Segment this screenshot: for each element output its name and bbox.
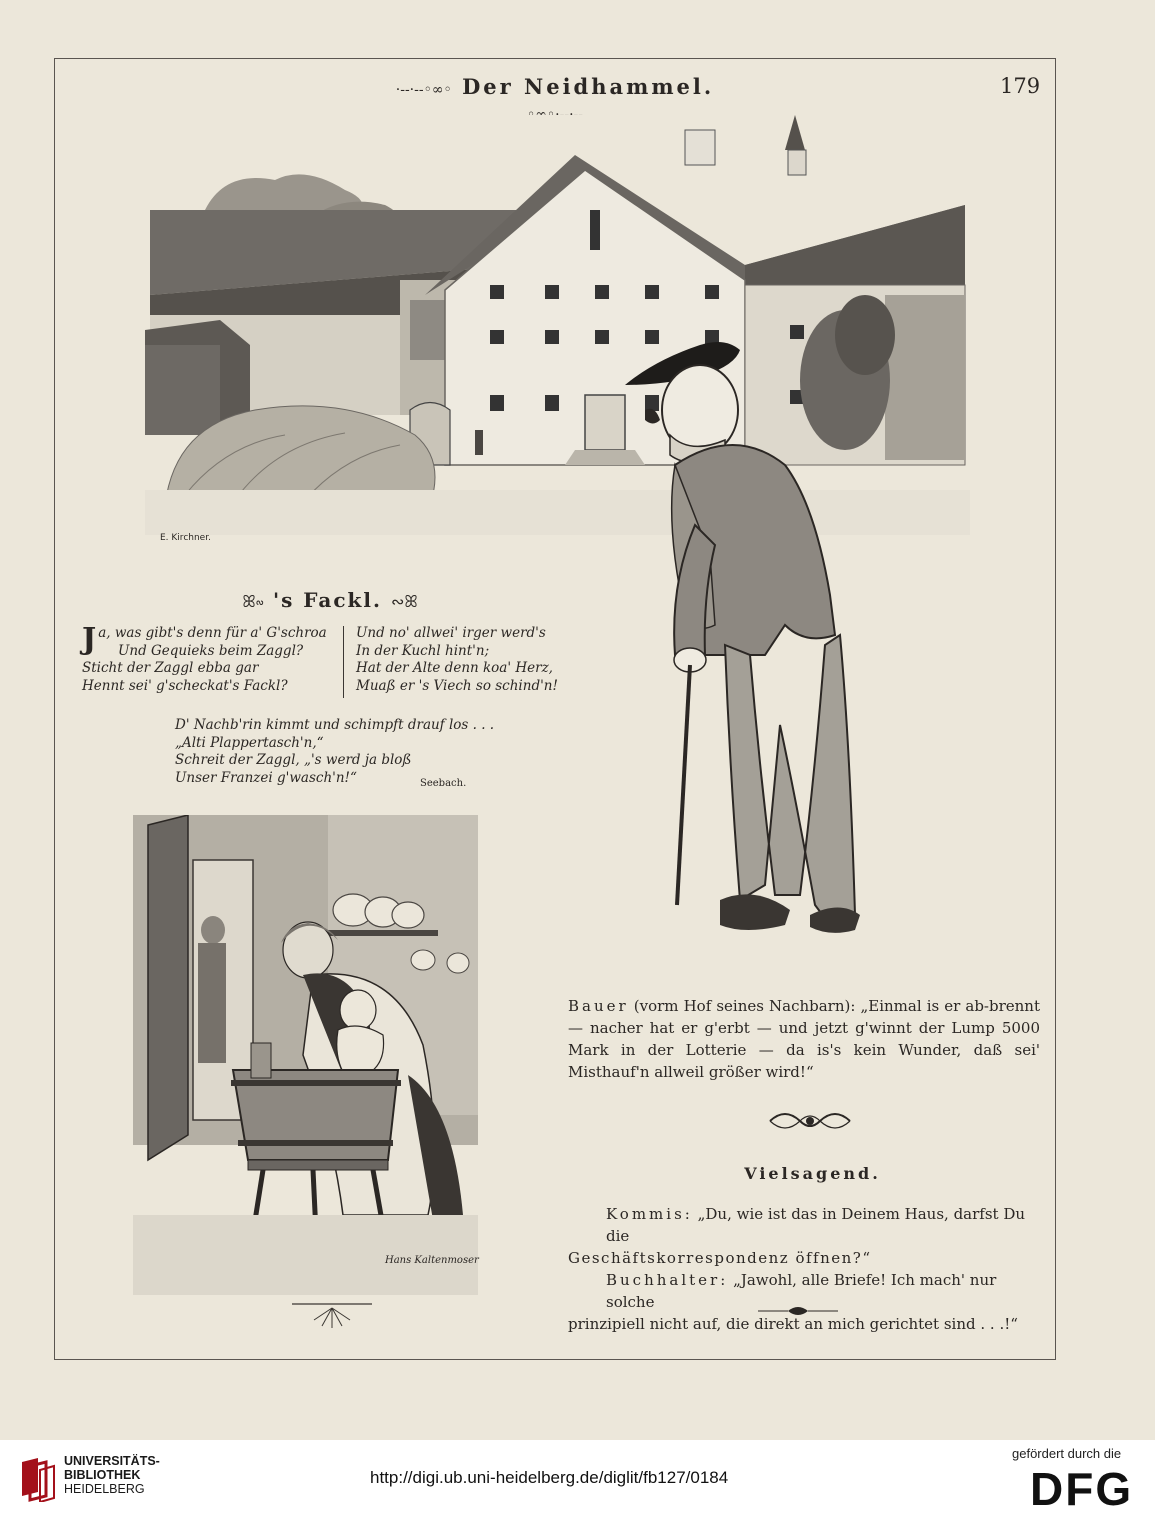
poem-line: a, was gibt's denn für a' G'schroa [98, 625, 327, 641]
poem-flourish-right: ∾ꕤ [390, 592, 418, 611]
caption-speaker: Bauer [568, 997, 629, 1015]
trousers [725, 635, 855, 925]
poem-line: Hat der Alte denn koa' Herz, [356, 660, 553, 676]
library-line-3: HEIDELBERG [64, 1482, 145, 1496]
poem-title: 's Fackl. [272, 588, 382, 612]
poem-flourish-left: ꕤ∾ [242, 592, 264, 611]
poem-line: Hennt sei' g'scheckat's Fackl? [82, 677, 288, 694]
head-ornament-left: ·--·--◦∞◦ [395, 82, 452, 98]
farmer-illustration [615, 325, 945, 965]
poem-line: Muaß er 's Viech so schind'n! [356, 677, 558, 694]
library-logo-icon [18, 1456, 58, 1502]
funded-by-text: gefördert durch die [1012, 1446, 1122, 1461]
vielsagend-title: Vielsagend. [744, 1164, 881, 1183]
scroll-ornament [765, 1105, 855, 1137]
poem-line: Unser Franzei g'wasch'n!“ [175, 769, 357, 786]
dfg-logo: DFG [1030, 1463, 1134, 1515]
poem-final-stanza [175, 717, 494, 787]
caption-text: (vorm Hof seines Nachbarn): „Einmal is er ab-brennt — nacher hat er g'erbt — und jetzt g'winnt der Lump 5000 Mark in der Lotterie — da is's kein Wunder, daß sei' Misthauf'n allweil größer wird!“ [568, 997, 1040, 1081]
source-url[interactable]: http://digi.ub.uni-heidelberg.de/diglit/fb127/0184 [370, 1468, 729, 1487]
poem-author: Seebach. [420, 778, 467, 789]
bottom-artist-signature: Hans Kaltenmoser [385, 1255, 479, 1266]
buchhalter-text: „Jawohl, alle Briefe! Ich mach' nur solche [606, 1271, 997, 1311]
page-number: 179 [1000, 74, 1041, 98]
library-name [64, 1454, 160, 1496]
top-artist-signature: E. Kirchner. [160, 533, 211, 543]
kommis-label: Kommis: [606, 1205, 693, 1223]
library-line-1: UNIVERSITÄTS- [64, 1454, 160, 1468]
footer-bar [0, 1440, 1155, 1522]
poem-drop-cap: J [82, 622, 97, 657]
kommis-text-2: Geschäftskorrespondenz öffnen?“ [568, 1249, 872, 1267]
buchhalter-label: Buchhalter: [606, 1271, 729, 1289]
door [148, 815, 188, 1160]
caption-bauer [568, 995, 1040, 1083]
poem-line: Schreit der Zaggl, „'s werd ja bloß [175, 752, 412, 768]
sun-ornament [292, 1298, 372, 1332]
poem-line: Und no' allwei' irger werd's [356, 625, 546, 641]
bathing-illustration [133, 815, 478, 1295]
kommis-text: „Du, wie ist das in Deinem Haus, darfst Du die [606, 1205, 1026, 1245]
end-ornament [758, 1305, 838, 1317]
poem-title-block [225, 588, 435, 612]
poem-right-column [356, 625, 558, 695]
poem-line: Und Gequieks beim Zaggl? [118, 642, 304, 659]
poem-line: D' Nachb'rin kimmt und schimpft drauf los . . . [175, 717, 495, 733]
library-line-2: BIBLIOTHEK [64, 1468, 141, 1482]
poem-left-column [82, 622, 327, 695]
poem-column-rule [343, 626, 344, 698]
poem-line: Sticht der Zaggl ebba gar [82, 660, 259, 676]
poem-line: In der Kuchl hint'n; [356, 642, 490, 659]
buchhalter-text-2: prinzipiell nicht auf, die direkt an mich gerichtet sind . . .!“ [568, 1315, 1018, 1333]
poem-line: „Alti Plappertasch'n,“ [175, 734, 324, 751]
cane [677, 665, 690, 905]
chapter-title: Der Neidhammel. [462, 74, 715, 99]
